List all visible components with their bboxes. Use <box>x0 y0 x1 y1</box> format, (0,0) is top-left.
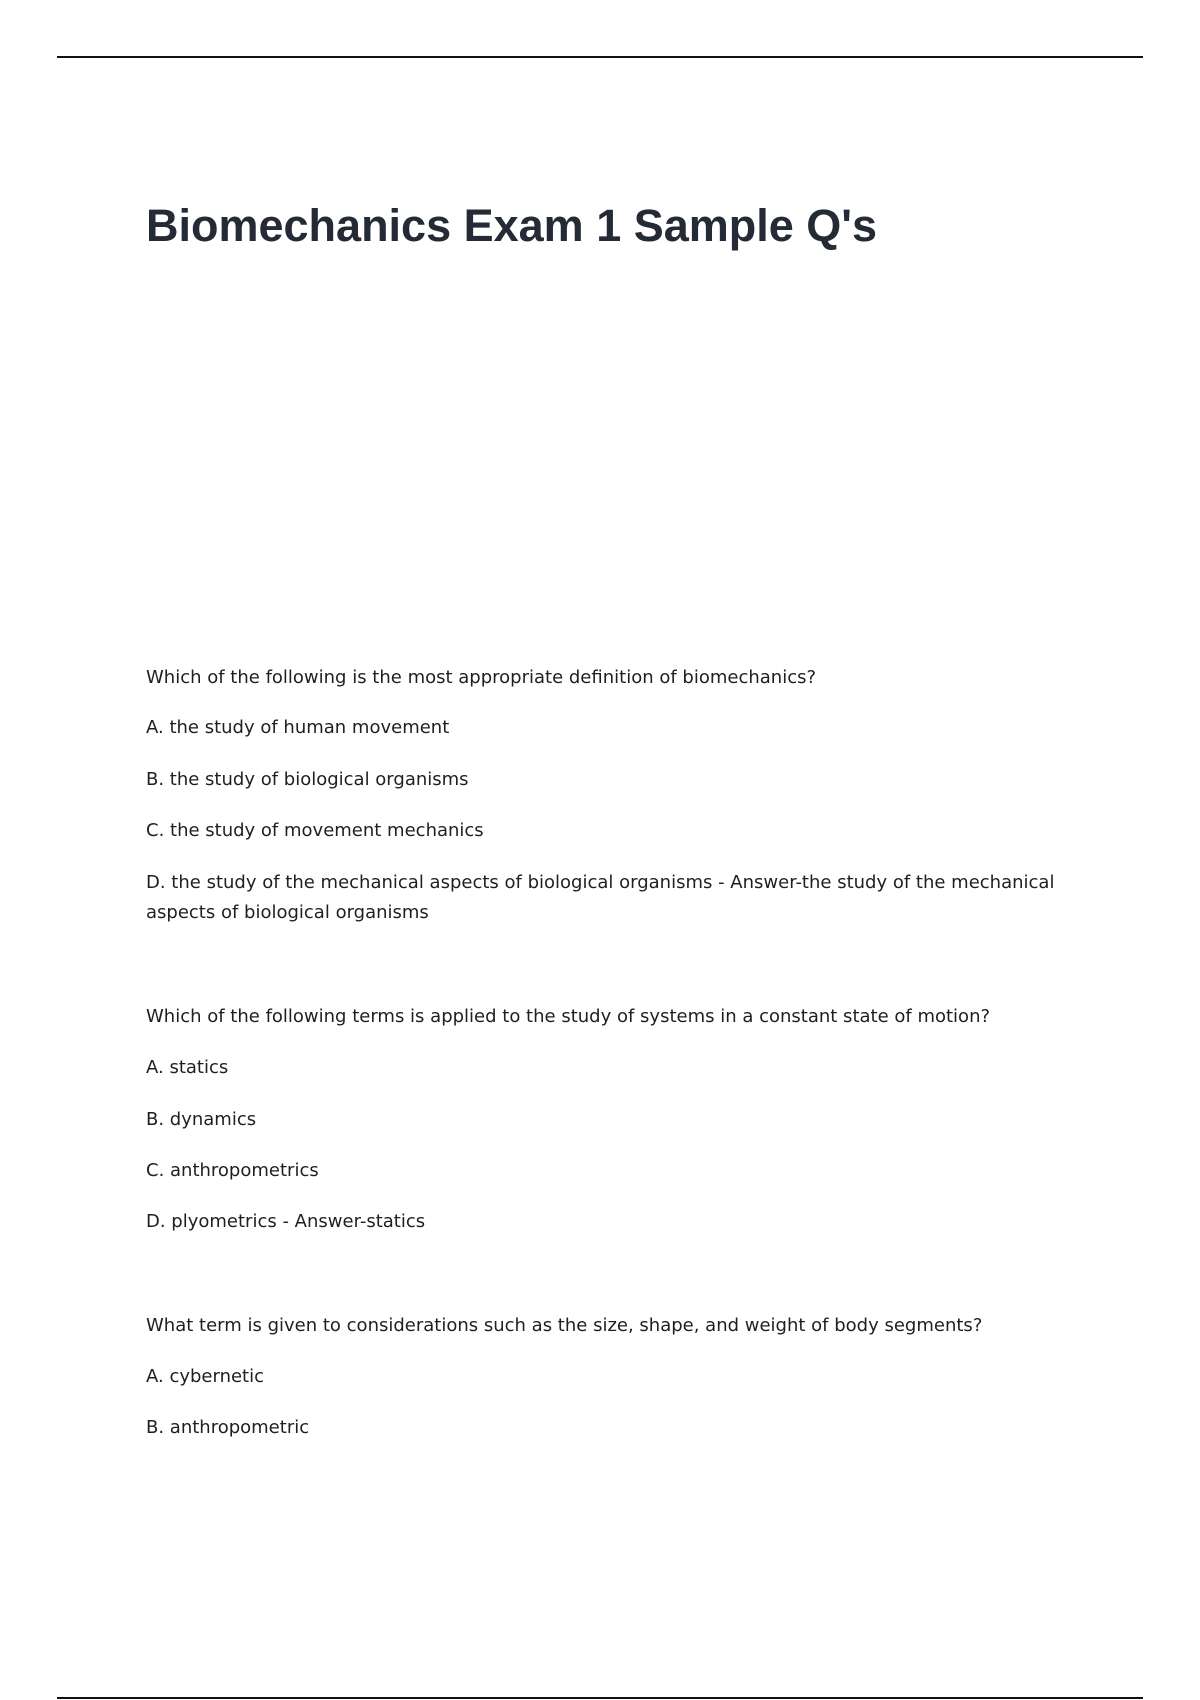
question-1-option-b: B. the study of biological organisms <box>146 769 469 790</box>
question-2-option-b: B. dynamics <box>146 1109 257 1130</box>
question-2-prompt: Which of the following terms is applied to the study of systems in a constant state of motion? <box>146 1006 991 1027</box>
question-3-prompt: What term is given to considerations such as the size, shape, and weight of body segments? <box>146 1315 983 1336</box>
question-2-option-a: A. statics <box>146 1057 229 1078</box>
question-3-option-b: B. anthropometric <box>146 1417 310 1438</box>
question-1-option-a: A. the study of human movement <box>146 717 450 738</box>
question-1-prompt: Which of the following is the most appropriate definition of biomechanics? <box>146 667 817 688</box>
question-2-option-d-answer: D. plyometrics - Answer-statics <box>146 1211 426 1232</box>
question-2-option-c: C. anthropometrics <box>146 1160 319 1181</box>
header-rule <box>57 56 1143 58</box>
question-1-option-c: C. the study of movement mechanics <box>146 820 484 841</box>
footer-rule <box>57 1697 1143 1699</box>
question-1-option-d-answer: D. the study of the mechanical aspects of biological organisms - Answer-the study of the mechanical aspects of biological organisms <box>146 872 1055 923</box>
question-3-option-a: A. cybernetic <box>146 1366 265 1387</box>
document-title: Biomechanics Exam 1 Sample Q's <box>146 200 878 251</box>
